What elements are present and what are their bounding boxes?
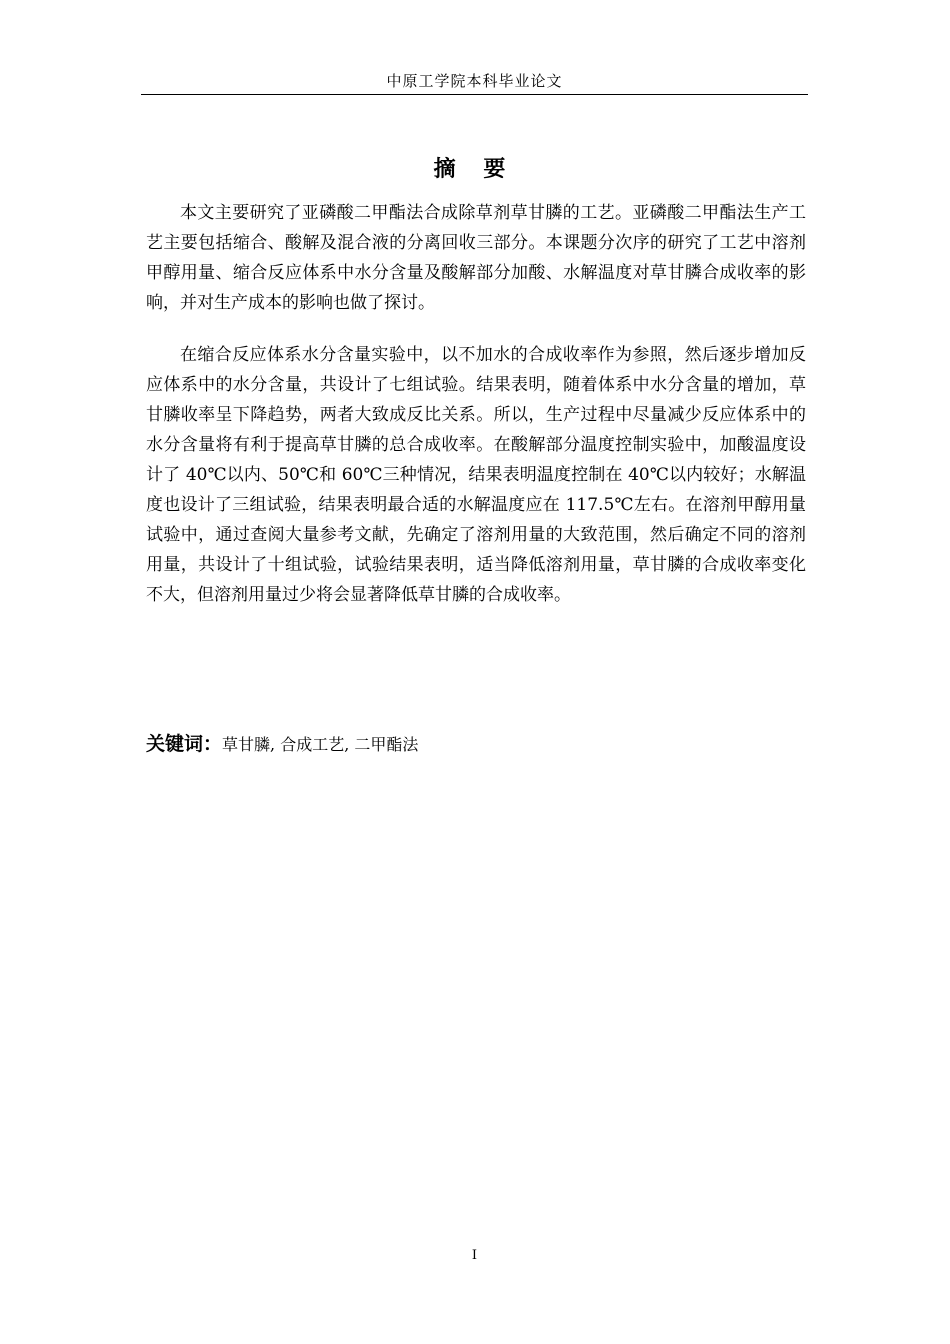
header-divider (141, 94, 808, 95)
running-header: 中原工学院本科毕业论文 (386, 72, 563, 90)
abstract-paragraph-1: 本文主要研究了亚磷酸二甲酯法合成除草剂草甘膦的工艺。亚磷酸二甲酯法生产工艺主要包括缩合、酸解及混合液的分离回收三部分。本课题分次序的研究了工艺中溶剂甲醇用量、缩合反应体系中水分含量及酸解部分加酸、水解温度对草甘膦合成收率的影响，并对生产成本的影响也做了探讨。 (146, 203, 806, 313)
keywords-label: 关键词： (146, 733, 223, 755)
abstract-title: 摘 要 (433, 157, 516, 182)
keywords-line (146, 730, 806, 759)
page-number: I (471, 1248, 478, 1263)
abstract-paragraph-2: 在缩合反应体系水分含量实验中，以不加水的合成收率作为参照，然后逐步增加反应体系中的水分含量，共设计了七组试验。结果表明，随着体系中水分含量的增加，草甘膦收率呈下降趋势，两者大致成反比关系。所以，生产过程中尽量减少反应体系中的水分含量将有利于提高草甘膦的总合成收率。在酸解部分温度控制实验中，加酸温度设计了 40℃以内、50℃和 60℃三种情况，结果表明温度控制在 40℃以内较好；水解温度也设计了三组试验，结果表明最合适的水解温度应在 117.5℃左右。在溶剂甲醇用量试验中，通过查阅大量参考文献，先确定了溶剂用量的大致范围，然后确定不同的溶剂用量，共设计了十组试验，试验结果表明，适当降低溶剂用量，草甘膦的合成收率变化不大，但溶剂用量过少将会显著降低草甘膦的合成收率。 (146, 345, 806, 605)
keywords-values: 草甘膦, 合成工艺, 二甲酯法 (222, 735, 419, 754)
